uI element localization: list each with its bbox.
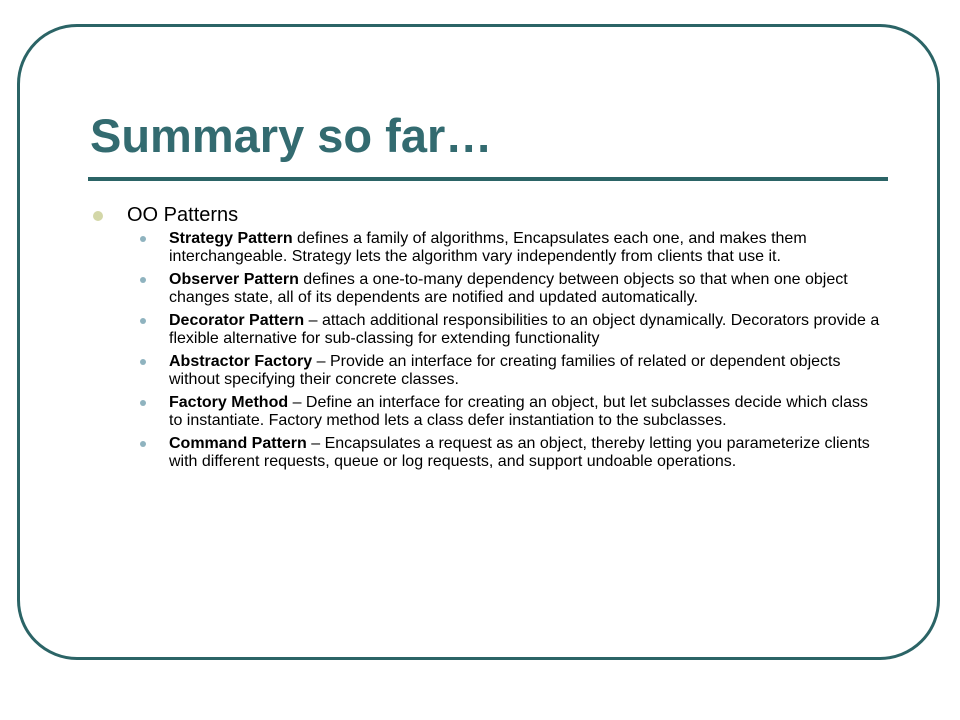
list-item — [140, 230, 880, 265]
bullet-dot-icon — [140, 277, 146, 283]
list-item — [140, 312, 880, 347]
pattern-name: Decorator Pattern — [169, 312, 305, 329]
section-bullet — [93, 204, 238, 227]
title-underline — [88, 177, 888, 181]
pattern-list — [140, 230, 880, 476]
pattern-description: – Encapsulates a request as an object, thereby letting you parameterize clients with different requests, queue or log requests, and support undoable operations. — [169, 435, 870, 470]
bullet-dot-icon — [140, 236, 146, 242]
bullet-dot-icon — [140, 400, 146, 406]
bullet-dot-icon — [93, 211, 103, 221]
pattern-name: Factory Method — [169, 394, 289, 411]
pattern-name: Strategy Pattern — [169, 230, 293, 247]
bullet-dot-icon — [140, 318, 146, 324]
list-item — [140, 353, 880, 388]
section-label: OO Patterns — [127, 204, 239, 226]
pattern-name: Command Pattern — [169, 435, 307, 452]
list-item — [140, 271, 880, 306]
bullet-dot-icon — [140, 441, 146, 447]
slide-title: Summary so far… — [90, 109, 493, 162]
pattern-description: – attach additional responsibilities to an object dynamically. Decorators provide a flexible alternative for sub-classing for extending functionality — [169, 312, 880, 347]
list-item — [140, 435, 880, 470]
pattern-description: defines a one-to-many dependency between objects so that when one object changes state, all of its dependents are notified and updated automatically. — [169, 271, 848, 306]
pattern-description: – Provide an interface for creating families of related or dependent objects without specifying their concrete classes. — [169, 353, 841, 388]
pattern-name: Observer Pattern — [169, 271, 299, 288]
pattern-description: defines a family of algorithms, Encapsulates each one, and makes them interchangeable. Strategy lets the algorithm vary independently from clients that use it. — [169, 230, 807, 265]
pattern-description: – Define an interface for creating an object, but let subclasses decide which class to instantiate. Factory method lets a class defer instantiation to the subclasses. — [169, 394, 868, 429]
bullet-dot-icon — [140, 359, 146, 365]
pattern-name: Abstractor Factory — [169, 353, 313, 370]
list-item — [140, 394, 880, 429]
